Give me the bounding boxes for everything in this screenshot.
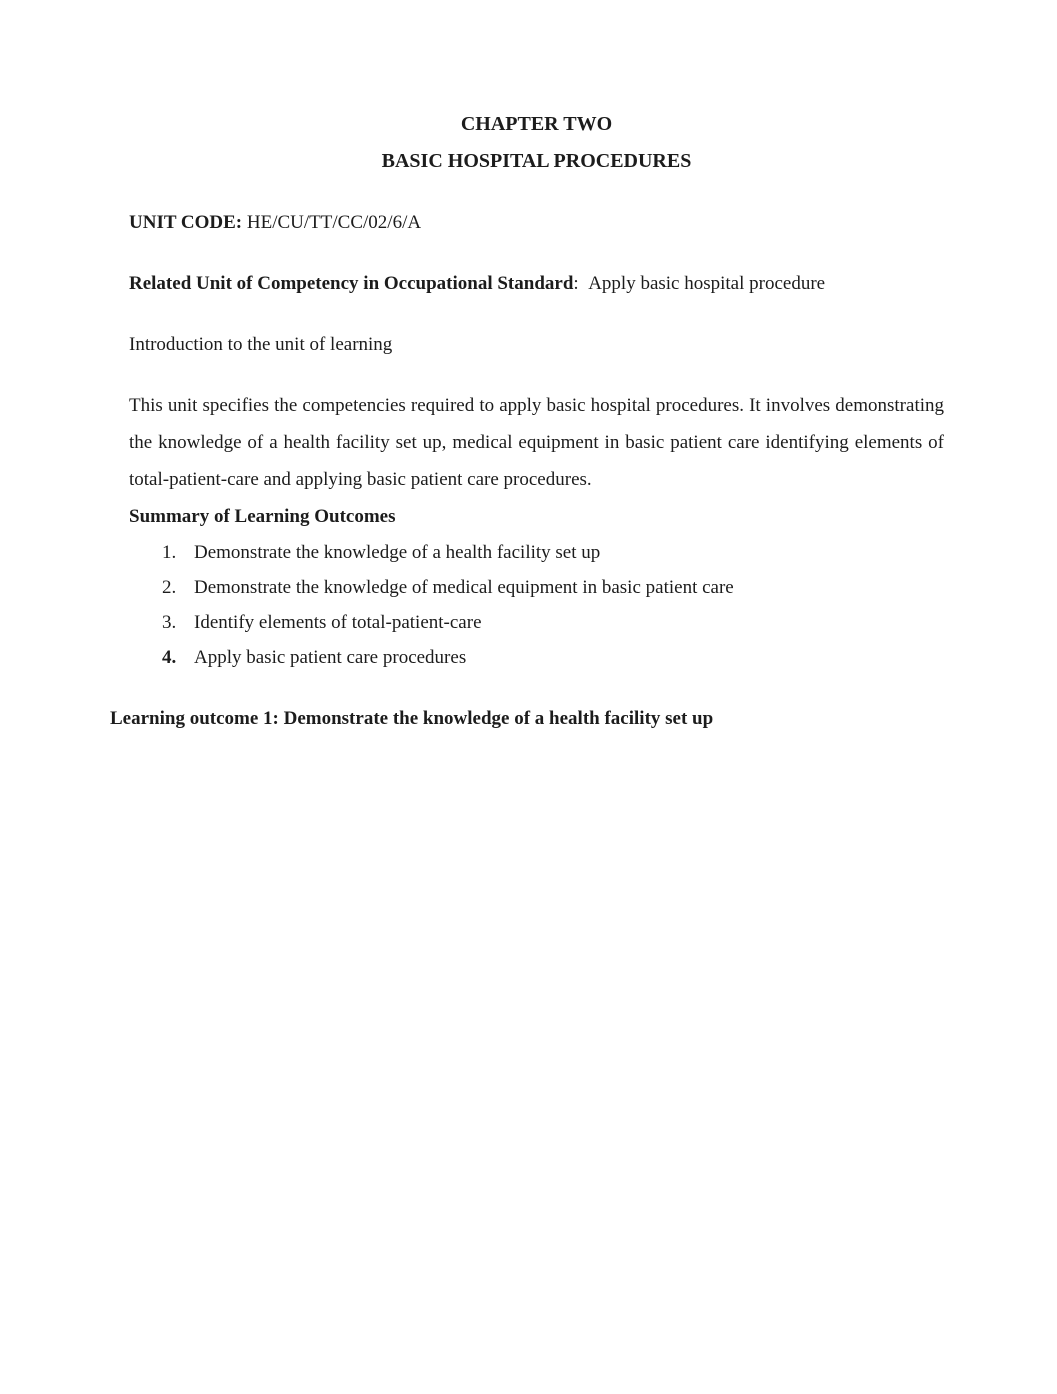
- list-item: [162, 605, 944, 640]
- list-item-text: Demonstrate the knowledge of medical equipment in basic patient care: [194, 577, 734, 598]
- unit-code-label: UNIT CODE:: [129, 212, 243, 233]
- chapter-title-block: [129, 106, 944, 180]
- list-item-number: 1.: [162, 542, 177, 563]
- unit-code-line: [129, 204, 944, 241]
- list-item-number: 4.: [162, 647, 177, 668]
- list-item: [162, 535, 944, 570]
- unit-description-paragraph: This unit specifies the competencies required to apply basic hospital procedures. It involves demonstrating the knowledge of a health facility set up, medical equipment in basic patient care identifying elements of total-patient-care and applying basic patient care procedures.: [129, 395, 944, 490]
- related-unit-separator: :: [573, 273, 579, 294]
- list-item-text: Identify elements of total-patient-care: [194, 612, 482, 633]
- introduction-line: Introduction to the unit of learning: [129, 334, 393, 355]
- related-unit-label: Related Unit of Competency in Occupational Standard: [129, 273, 574, 294]
- list-item-text: Demonstrate the knowledge of a health facility set up: [194, 542, 601, 563]
- list-item-number: 2.: [162, 577, 177, 598]
- list-item-number: 3.: [162, 612, 177, 633]
- unit-code-value: HE/CU/TT/CC/02/6/A: [246, 212, 422, 233]
- learning-outcomes-list: [162, 535, 944, 675]
- learning-outcome-heading: Learning outcome 1: Demonstrate the knowledge of a health facility set up: [110, 708, 714, 729]
- chapter-subtitle: BASIC HOSPITAL PROCEDURES: [381, 150, 692, 172]
- chapter-title: CHAPTER TWO: [460, 113, 613, 135]
- list-item-text: Apply basic patient care procedures: [194, 647, 467, 668]
- summary-heading: Summary of Learning Outcomes: [129, 506, 396, 527]
- list-item: [162, 640, 944, 675]
- related-unit-line: [129, 265, 944, 302]
- related-unit-value: Apply basic hospital procedure: [588, 273, 826, 294]
- list-item: [162, 570, 944, 605]
